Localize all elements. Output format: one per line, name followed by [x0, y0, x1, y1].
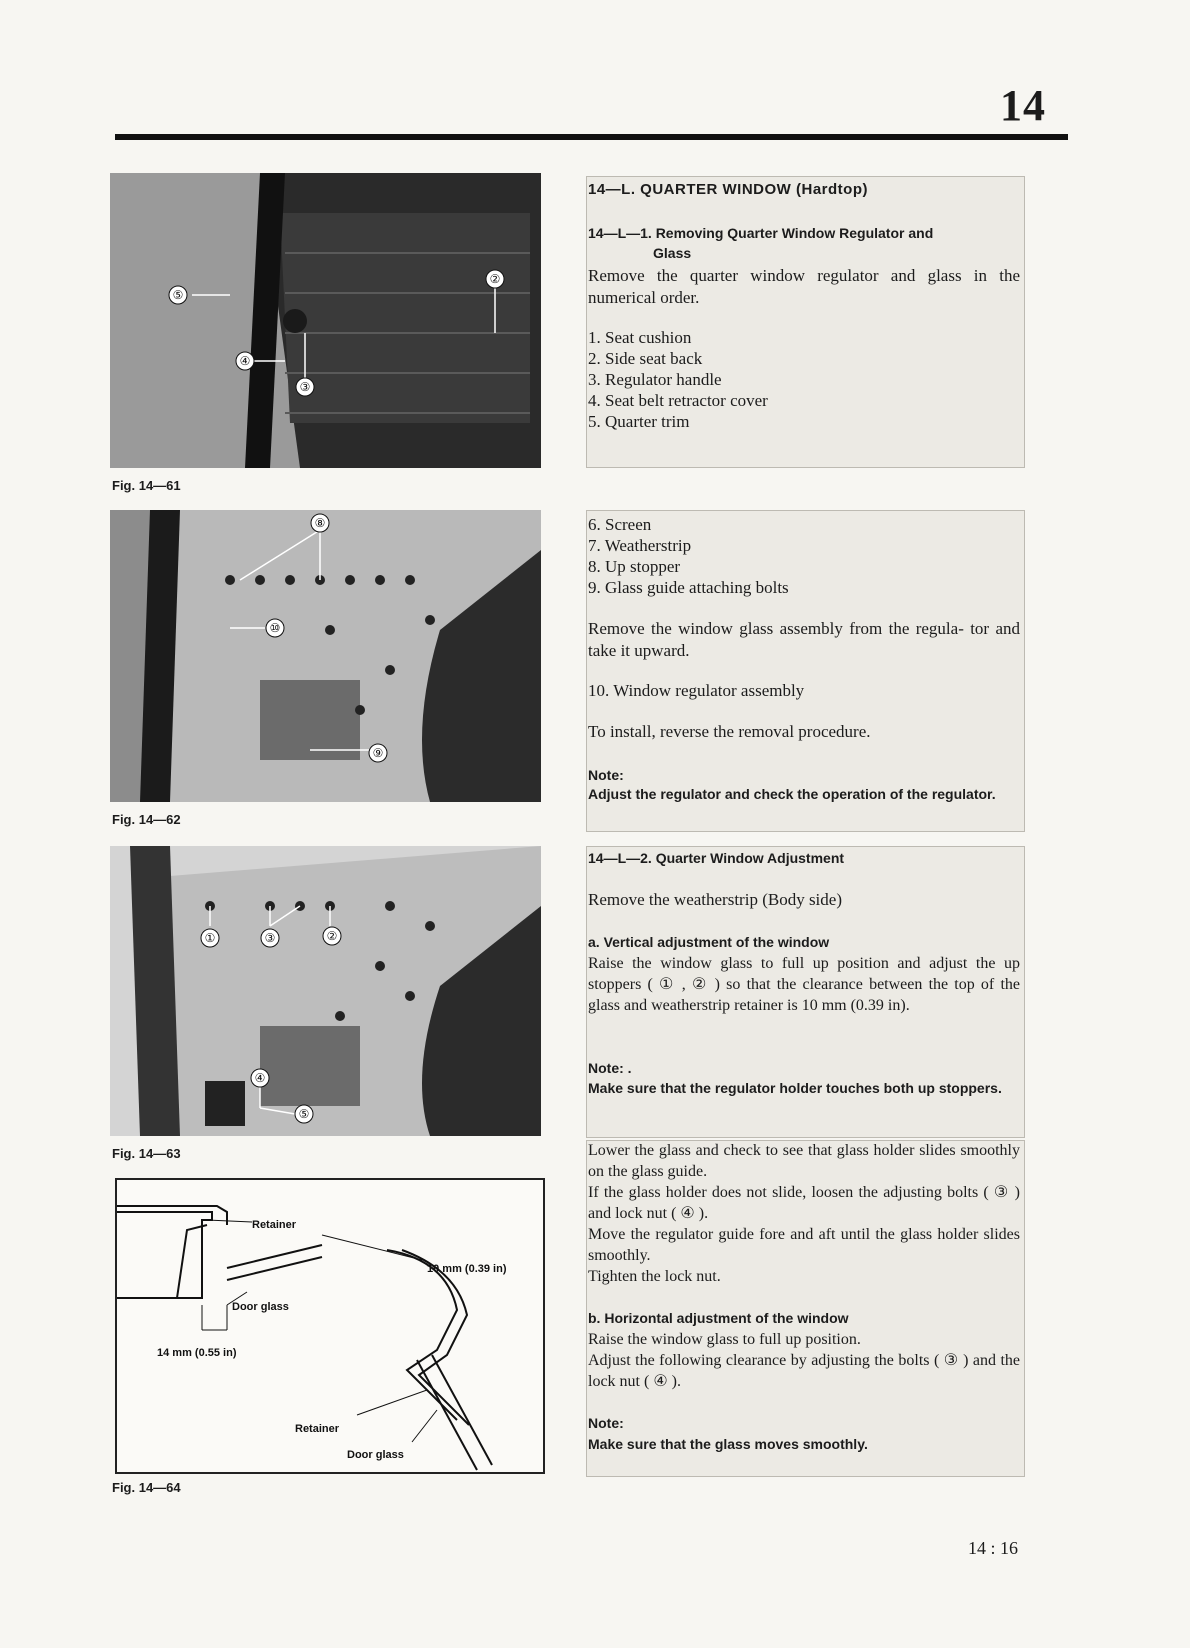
caption-fig-14-62: Fig. 14—62 — [112, 812, 181, 827]
callout-3: ③ — [264, 931, 276, 945]
photo-fig-14-61 — [110, 173, 541, 468]
removal-steps-list — [588, 327, 768, 432]
label-retainer-bottom: Retainer — [295, 1423, 340, 1435]
removal-steps-list-2 — [588, 514, 789, 598]
paragraph: Lower the glass and check to see that glass holder slides smoothly on the glass guide. — [588, 1142, 1020, 1180]
note-2-label: Note: . — [588, 1060, 632, 1076]
caption-fig-14-61: Fig. 14—61 — [112, 478, 181, 493]
horizontal-adjustment-block — [588, 1329, 1020, 1392]
intro-text: Remove the quarter window regulator and glass in the numerical order. — [588, 266, 1020, 307]
callout-3: ③ — [299, 380, 311, 394]
diagram-drawing — [117, 1180, 543, 1472]
subsection-2-title: 14—L—2. Quarter Window Adjustment — [588, 850, 845, 866]
callout-4: ④ — [239, 354, 251, 368]
photo-fig-14-61-drawing — [110, 173, 541, 468]
paragraph: Raise the window glass to full up position. — [588, 1331, 861, 1348]
callout-8: ⑧ — [314, 516, 326, 530]
callout-4: ④ — [254, 1071, 266, 1085]
paragraph: Adjust the following clearance by adjusting the bolts ( ③ ) and the lock nut ( ④ ). — [588, 1352, 1021, 1390]
label-clearance-14mm: 14 mm (0.55 in) — [157, 1347, 237, 1359]
install-text: To install, reverse the removal procedure. — [588, 722, 871, 741]
note-2-text: Make sure that the regulator holder touches both up stoppers. — [588, 1080, 1002, 1096]
caption-fig-14-63: Fig. 14—63 — [112, 1146, 181, 1161]
label-retainer-top: Retainer — [252, 1219, 297, 1231]
list-item: 6. Screen — [588, 515, 652, 534]
note-1-text: Adjust the regulator and check the operation of the regulator. — [588, 786, 996, 802]
callout-1: ① — [204, 931, 216, 945]
photo-fig-14-63-drawing — [110, 846, 541, 1136]
list-item: 7. Weatherstrip — [588, 536, 692, 555]
label-clearance-10mm: 10 mm (0.39 in) — [427, 1263, 507, 1275]
remove-glass-text: Remove the window glass assembly from the regula- tor and take it upward. — [588, 619, 1020, 660]
callout-9: ⑨ — [372, 746, 384, 760]
list-item: 2. Side seat back — [588, 349, 703, 368]
callout-5: ⑤ — [172, 288, 184, 302]
lower-glass-block — [588, 1140, 1020, 1287]
callout-2: ② — [326, 929, 338, 943]
chapter-number: 14 — [1000, 81, 1046, 130]
section-title: 14—L. QUARTER WINDOW (Hardtop) — [588, 181, 868, 198]
list-item: 3. Regulator handle — [588, 370, 722, 389]
callout-10: ⑩ — [269, 621, 281, 635]
vertical-adjustment-title: a. Vertical adjustment of the window — [588, 934, 830, 950]
page-number: 14 : 16 — [968, 1538, 1019, 1558]
step-10: 10. Window regulator assembly — [588, 681, 805, 700]
callout-5: ⑤ — [298, 1107, 310, 1121]
vertical-adjustment-text: Raise the window glass to full up position and adjust the up stoppers ( ① , ② ) so that the clearance between the top of the glass and weatherstrip retainer is 10 mm (0.39 in). — [588, 955, 1020, 1014]
note-3-label: Note: — [588, 1415, 624, 1431]
label-door-glass-bottom: Door glass — [347, 1449, 404, 1461]
list-item: 5. Quarter trim — [588, 412, 690, 431]
paragraph: Move the regulator guide fore and aft until the glass holder slides smoothly. — [588, 1226, 1020, 1264]
paragraph: Tighten the lock nut. — [588, 1268, 721, 1285]
list-item: 4. Seat belt retractor cover — [588, 391, 768, 410]
photo-fig-14-62 — [110, 510, 541, 802]
note-1-label: Note: — [588, 767, 624, 783]
diagram-fig-14-64 — [115, 1178, 545, 1474]
photo-fig-14-62-drawing — [110, 510, 541, 802]
paragraph: If the glass holder does not slide, loosen the adjusting bolts ( ③ ) and lock nut ( ④ ). — [588, 1184, 1020, 1222]
subsection-2-intro: Remove the weatherstrip (Body side) — [588, 890, 842, 909]
note-3-text: Make sure that the glass moves smoothly. — [588, 1436, 868, 1452]
callout-2: ② — [489, 272, 501, 286]
label-door-glass-left: Door glass — [232, 1301, 289, 1313]
horizontal-adjustment-title: b. Horizontal adjustment of the window — [588, 1310, 849, 1326]
list-item: 1. Seat cushion — [588, 328, 692, 347]
photo-fig-14-63 — [110, 846, 541, 1136]
subsection-1-title-cont: Glass — [653, 245, 692, 261]
caption-fig-14-64: Fig. 14—64 — [112, 1480, 181, 1495]
list-item: 8. Up stopper — [588, 557, 681, 576]
subsection-1-title: 14—L—1. Removing Quarter Window Regulator and — [588, 225, 934, 241]
list-item: 9. Glass guide attaching bolts — [588, 578, 789, 597]
header-rule — [115, 134, 1068, 140]
